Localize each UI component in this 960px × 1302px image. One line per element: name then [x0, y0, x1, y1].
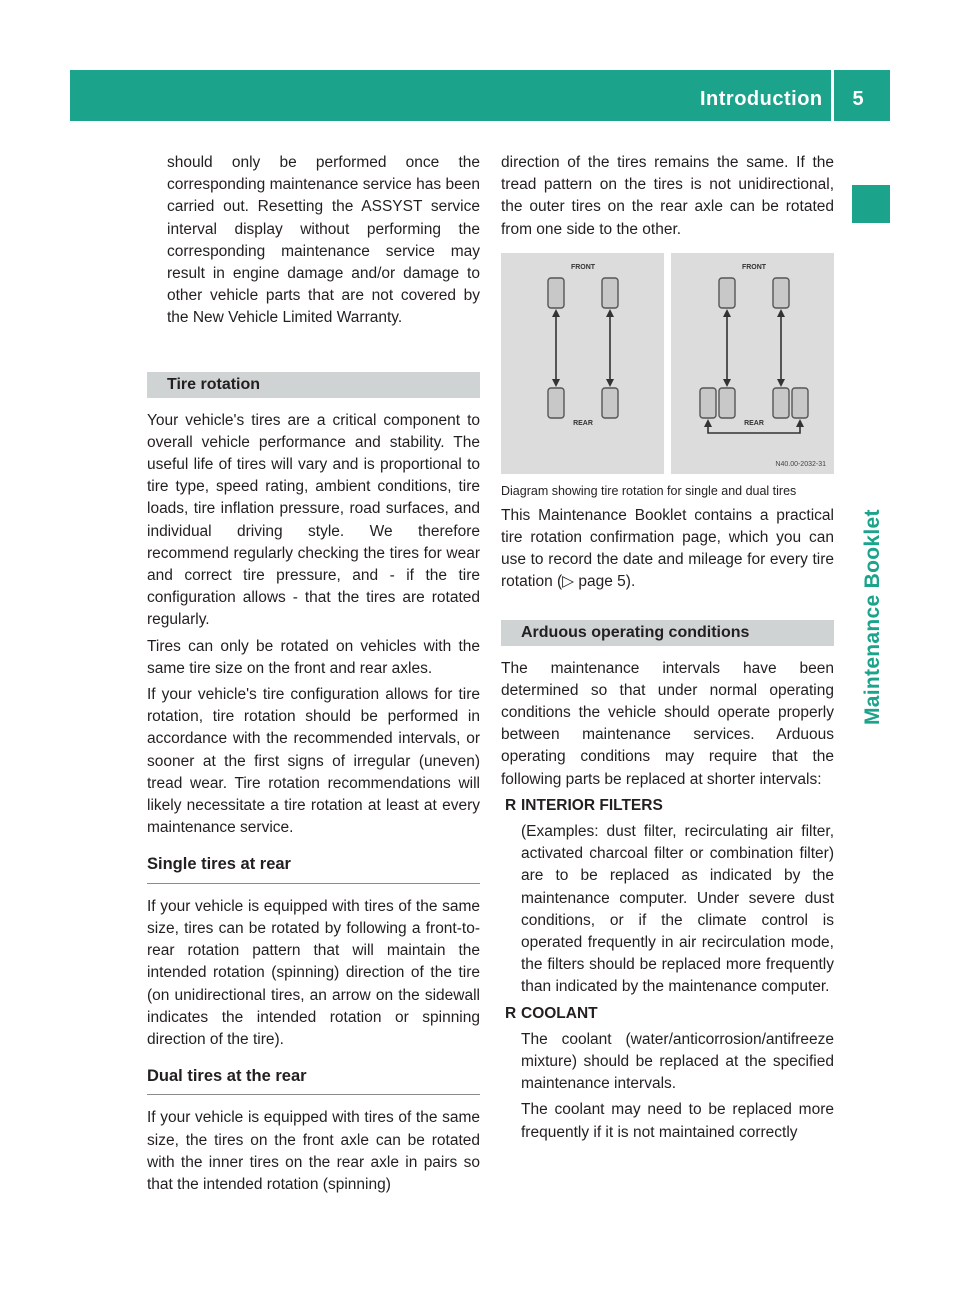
subheading-dual-tires: Dual tires at the rear	[147, 1065, 480, 1095]
bullet-title-interior-filters: INTERIOR FILTERS	[521, 796, 663, 814]
bullet-mark: R	[505, 1004, 517, 1022]
tire-rotation-diagram	[501, 253, 834, 474]
single-rear-left-tire	[548, 388, 564, 418]
left-column	[147, 152, 480, 1200]
page-number: 5	[852, 88, 864, 110]
dual-front-left-tire	[719, 278, 735, 308]
right-column	[501, 152, 834, 1148]
dual-rear-label: REAR	[744, 419, 764, 427]
bullet-text-coolant-2: The coolant may need to be replaced more frequently if it is not maintained correctly	[521, 1101, 834, 1141]
side-tab-text: Maintenance Booklet	[861, 509, 884, 725]
booklet-note-paragraph: This Maintenance Booklet contains a practical tire rotation confirmation page, which you can use to record the date and mileage for every tire rotation (▷ page 5).	[501, 506, 834, 591]
figure-caption: Diagram showing tire rotation for single and dual tires	[501, 483, 797, 498]
dual-rear-right-tires	[773, 388, 808, 418]
tire-rotation-paragraph-1: Your vehicle's tires are a critical component to overall vehicle performance and stability. The useful life of tires will vary and is proportional to tire type, speed rating, ambient conditions, tire loads, tire inflation pressure, road surfaces, and individual driving style. We therefore recommend regularly checking the tires for wear and correct tire pressure, and - if the tire configuration allows - that the tires are rotated regularly.	[147, 411, 480, 629]
bullet-text-coolant: The coolant (water/anticorrosion/antifreeze mixture) should be replaced at the specified maintenance intervals.	[521, 1030, 834, 1093]
single-rear-label: REAR	[573, 419, 593, 427]
dual-tires-paragraph: If your vehicle is equipped with tires of the same size, the tires on the front axle can be rotated with the inner tires on the rear axle in pairs so that the intended rotation (spinning)	[147, 1109, 480, 1193]
continued-paragraph: direction of the tires remains the same. If the tread pattern on the tires is not unidirectional, the outer tires on the rear axle can be rotated from one side to the other.	[501, 154, 834, 238]
tire-rotation-paragraph-3: If your vehicle's tire configuration allows for tire rotation, tire rotation should be performed in accordance with the recommended intervals, or sooner at the first signs of irregular (uneven) tread wear. Tire rotation recommendations will likely necessitate a tire rotation at least at every maintenance service.	[147, 686, 480, 837]
single-front-left-tire	[548, 278, 564, 308]
subheading-single-tires: Single tires at rear	[147, 853, 480, 883]
dual-rear-left-tires	[700, 388, 735, 418]
side-tab-label	[855, 235, 887, 735]
bullet-coolant	[501, 1003, 834, 1144]
dual-front-right-tire	[773, 278, 789, 308]
bullet-interior-filters	[501, 795, 834, 999]
side-tab-marker	[852, 185, 890, 223]
bullet-text-interior-filters: (Examples: dust filter, recirculating air filter, activated charcoal filter or combination filter) are to be replaced as indicated by the maintenance computer. Under severe dust conditions, or if the climate control is operated frequently in air recirculation mode, the filters should be replaced more frequently than indicated by the maintenance computer.	[521, 823, 834, 996]
arduous-paragraph: The maintenance intervals have been determined so that under normal operating conditions the vehicle should operate properly between maintenance services. Arduous operating conditions may require that the following parts be replaced at shorter intervals:	[501, 659, 834, 788]
bullet-mark: R	[505, 796, 517, 814]
section-heading-tire-rotation: Tire rotation	[147, 372, 480, 398]
single-front-label: FRONT	[570, 263, 596, 271]
dual-front-label: FRONT	[741, 263, 767, 271]
bullet-title-coolant: COOLANT	[521, 1004, 598, 1022]
figure-code: N40.00-2032-31	[775, 460, 826, 468]
tire-rotation-paragraph-2: Tires can only be rotated on vehicles with the same tire size on the front and rear axles.	[147, 637, 480, 677]
header-title: Introduction	[700, 88, 823, 110]
single-rear-right-tire	[602, 388, 618, 418]
tire-rotation-figure	[501, 253, 834, 474]
section-heading-arduous: Arduous operating conditions	[501, 620, 834, 646]
single-front-right-tire	[602, 278, 618, 308]
single-tires-paragraph: If your vehicle is equipped with tires of the same size, tires can be rotated by following a front-to-rear rotation pattern that will maintain the intended rotation (spinning) direction of the tire (on unidirectional tires, an arrow on the sidewall indicates the intended rotation or spinning direction of the tire).	[147, 897, 480, 1048]
header-divider	[831, 70, 834, 121]
intro-paragraph: should only be performed once the corresponding maintenance service has been carried out. Resetting the ASSYST service interval display without performing the corresponding maintenance service may result in engine damage and/or damage to other vehicle parts that are not covered by the New Vehicle Limited Warranty.	[167, 154, 480, 327]
